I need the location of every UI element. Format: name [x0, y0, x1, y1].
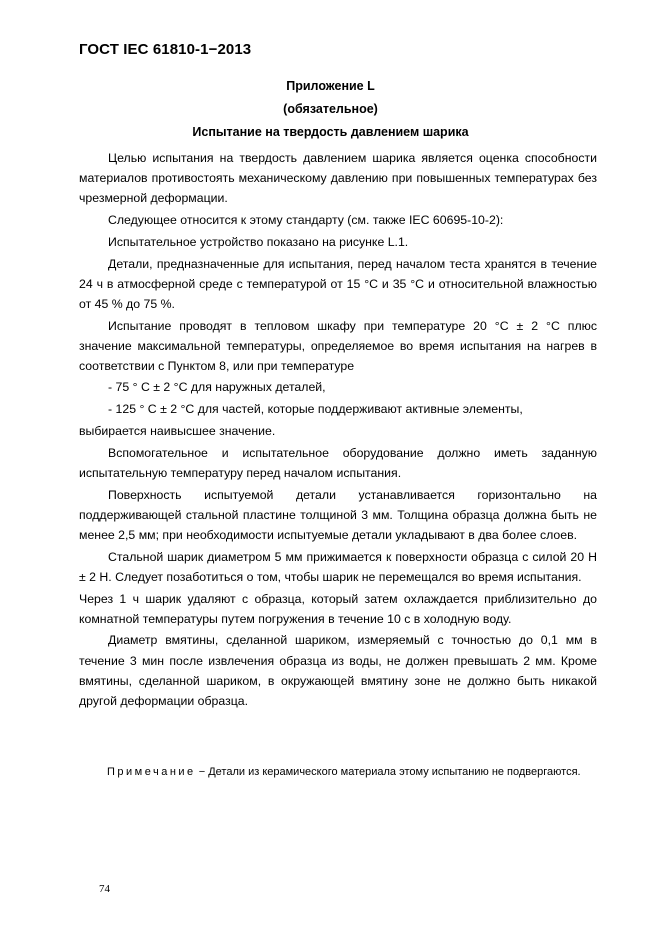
paragraph-steel-ball: Стальной шарик диаметром 5 мм прижимается к поверхности образца с силой 20 Н ± 2 Н. Следует позаботиться о том, чтобы шарик не перемещался во время испытания.	[79, 549, 597, 584]
paragraph-highest-value: выбирается наивысшее значение.	[79, 424, 276, 439]
document-header: ГОСТ IEC 61810-1−2013	[79, 41, 252, 58]
list-item-supporting-parts: - 125 ° С ± 2 °С для частей, которые поддерживают активные элементы,	[108, 402, 523, 417]
note-label: Примечание	[107, 766, 196, 778]
paragraph-purpose: Целью испытания на твердость давлением шарика является оценка способности материалов противостоять механическому давлению при повышенных температурах без чрезмерной деформации.	[79, 151, 597, 206]
page-number: 74	[99, 883, 110, 895]
paragraph-impression-diameter: Диаметр вмятины, сделанной шариком, измеряемый с точностью до 0,1 мм в течение 3 мин после извлечения образца из воды, не должен превышать 2 мм. Кроме вмятины, сделанной шариком, в окружающей вмятину зоне не должно быть никакой другой деформации образца.	[79, 633, 597, 708]
paragraph-oven-temperature: Испытание проводят в тепловом шкафу при температуре 20 °С ± 2 °С плюс значение максимальной температуры, определяемое во время испытания на нагрев в соответствии с Пунктом 8, или при температуре	[79, 318, 597, 373]
paragraph-conditioning: Детали, предназначенные для испытания, перед началом теста хранятся в течение 24 ч в атмосферной среде с температурой от 15 °С и 35 °С и относительной влажностью от 45 % до 75 %.	[79, 256, 597, 311]
paragraph-figure-ref: Испытательное устройство показано на рисунке L.1.	[108, 234, 409, 249]
note-text: Детали из керамического материала этому испытанию не подвергаются.	[208, 766, 581, 778]
paragraph-reference: Следующее относится к этому стандарту (см. также IEC 60695-10-2):	[108, 212, 504, 227]
annex-heading: Испытание на твердость давлением шарика	[192, 125, 469, 139]
paragraph-equipment: Вспомогательное и испытательное оборудование должно иметь заданную испытательную температуру перед началом испытания.	[79, 445, 597, 480]
note-dash: −	[195, 766, 209, 778]
annex-status: (обязательное)	[283, 102, 378, 116]
annex-title: Приложение L	[286, 79, 375, 93]
document-body	[79, 148, 597, 712]
note	[107, 766, 581, 778]
list-item-external-parts: - 75 ° С ± 2 °С для наружных деталей,	[108, 380, 326, 395]
paragraph-specimen-surface: Поверхность испытуемой детали устанавливается горизонтально на поддерживающей стальной пластине толщиной 3 мм. Толщина образца должна быть не менее 2,5 мм; при необходимости испытуемые детали укладывают в два более слоев.	[79, 487, 597, 542]
paragraph-removal: Через 1 ч шарик удаляют с образца, который затем охлаждается приблизительно до комнатной температуры путем погружения в течение 10 с в холодную воду.	[79, 591, 597, 626]
